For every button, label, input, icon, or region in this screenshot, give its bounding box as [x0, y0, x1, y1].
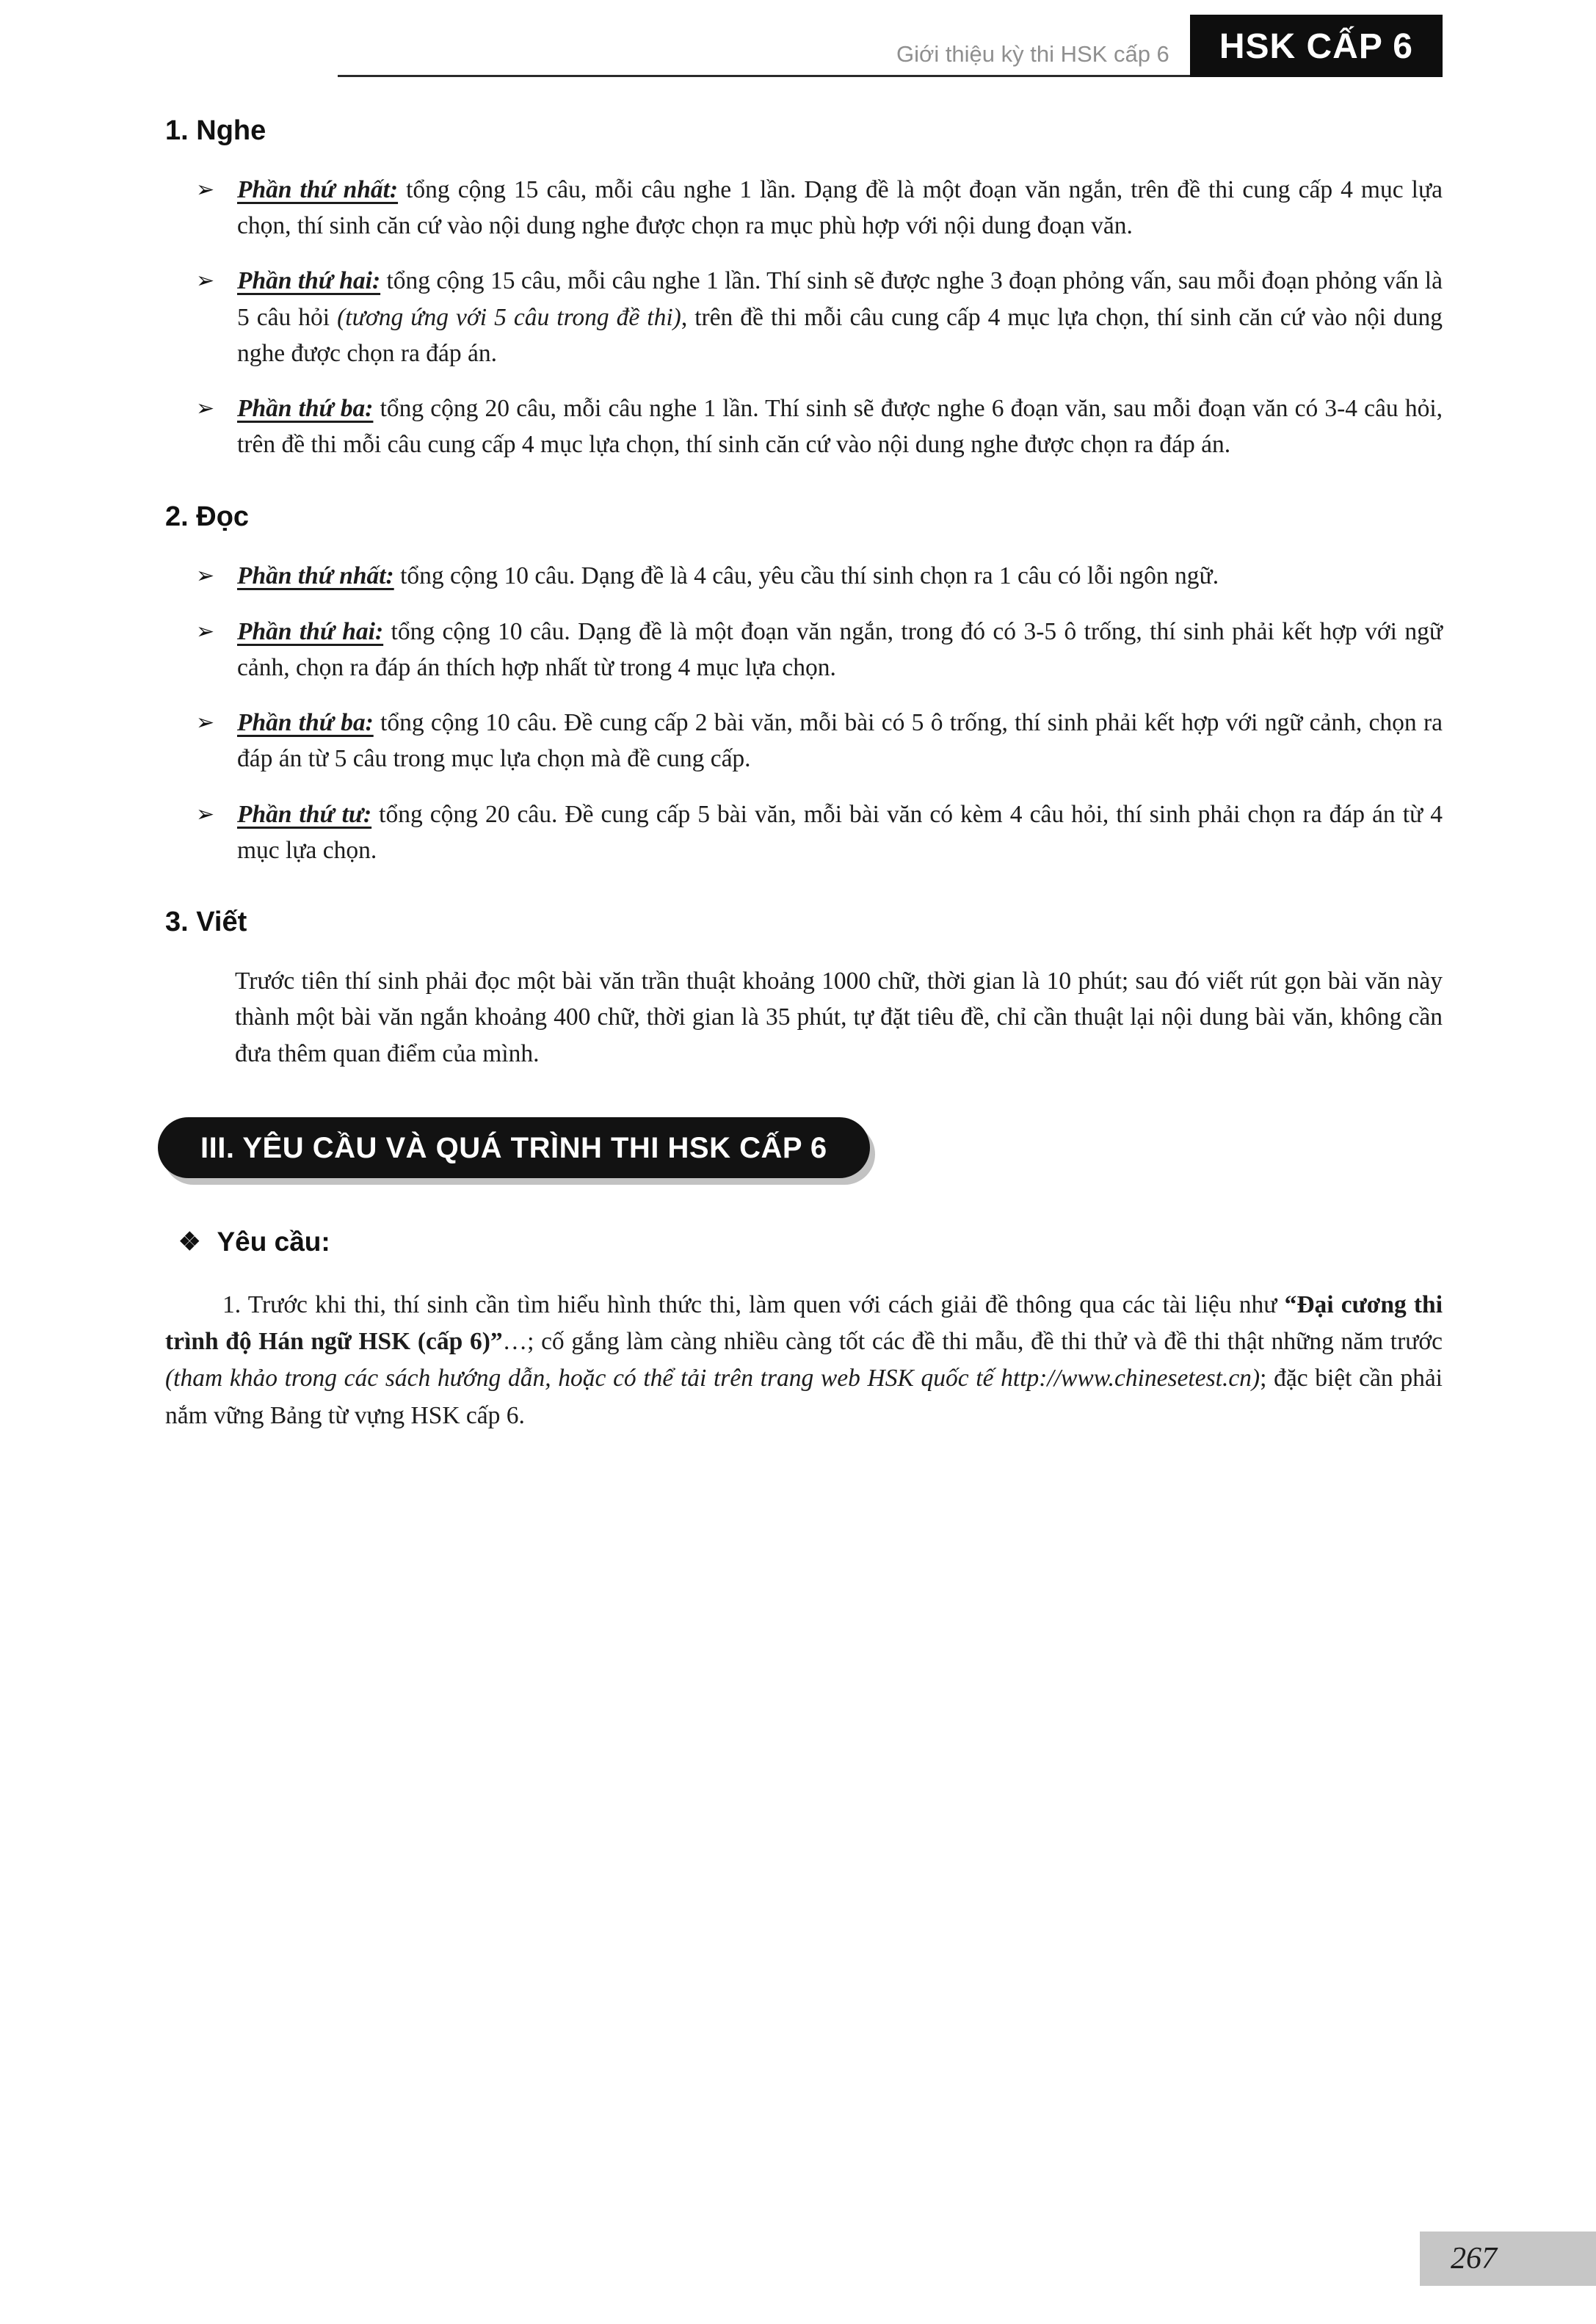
list-item — [165, 614, 1443, 686]
arrow-bullet-icon: ➢ — [196, 711, 215, 736]
item-body: tổng cộng 10 câu. Đề cung cấp 2 bài văn, mỗi bài có 5 ô trống, thí sinh phải kết hợp với ngữ cảnh, chọn ra đáp án từ 5 câu trong mục lựa chọn mà đề cung cấp. — [237, 709, 1443, 773]
item-body: tổng cộng 20 câu. Đề cung cấp 5 bài văn, mỗi bài văn có kèm 4 câu hỏi, thí sinh phải chọn ra đáp án từ 4 mục lựa chọn. — [237, 800, 1443, 864]
list-item — [165, 263, 1443, 371]
list-item-text — [237, 796, 1443, 868]
page-header — [338, 0, 1443, 77]
item-lead: Phần thứ hai: — [237, 617, 384, 645]
page-number-box — [1420, 2232, 1596, 2286]
list-item-text — [237, 614, 1443, 686]
list-item-text — [237, 263, 1443, 371]
item-body: tổng cộng 20 câu, mỗi câu nghe 1 lần. Thí sinh sẽ được nghe 6 đoạn văn, sau mỗi đoạn văn có 3-4 câu hỏi, trên đề thi mỗi câu cung cấp 4 mục lựa chọn, thí sinh căn cứ vào nội dung nghe được chọn ra đáp án. — [237, 395, 1443, 459]
section-heading-reading: 2. Đọc — [165, 501, 250, 532]
item-lead: Phần thứ hai: — [237, 267, 381, 295]
req-run: 1. Trước khi thi, thí sinh cần tìm hiểu hình thức thi, làm quen với cách giải đề thông qua các tài liệu như — [222, 1290, 1285, 1318]
section-heading-listening: 1. Nghe — [165, 115, 266, 146]
header-rule — [338, 41, 1190, 77]
item-lead: Phần thứ tư: — [237, 800, 372, 828]
list-item-text — [237, 172, 1443, 244]
list-item — [165, 558, 1443, 595]
list-item — [165, 391, 1443, 462]
item-lead: Phần thứ ba: — [237, 395, 374, 423]
list-item-text — [237, 558, 1443, 595]
requirements-paragraph — [165, 1287, 1443, 1434]
item-lead: Phần thứ ba: — [237, 709, 374, 737]
list-item-text — [237, 705, 1443, 777]
arrow-bullet-icon: ➢ — [196, 269, 215, 294]
page-number: 267 — [1451, 2242, 1497, 2276]
list-item-text — [237, 391, 1443, 462]
requirements-subheading — [178, 1227, 1443, 1257]
arrow-bullet-icon: ➢ — [196, 396, 215, 421]
section-heading-writing: 3. Viết — [165, 907, 247, 938]
arrow-bullet-icon: ➢ — [196, 563, 215, 588]
req-run-italic: (tham khảo trong các sách hướng dẫn, hoặc có thể tải trên trang web HSK quốc tế http://www.chinesetest.cn) — [165, 1365, 1261, 1392]
list-item — [165, 705, 1443, 777]
list-item — [165, 796, 1443, 868]
req-run: ; đặc biệt cần phải nắm vững Bảng từ vựng HSK cấp 6. — [165, 1365, 1443, 1429]
arrow-bullet-icon: ➢ — [196, 178, 215, 202]
item-body: , trên đề thi mỗi câu cung cấp 4 mục lựa chọn, thí sinh căn cứ vào nội dung nghe được chọn ra đáp án. — [237, 303, 1443, 367]
req-run: …; cố gắng làm càng nhiều càng tốt các đề thi mẫu, đề thi thử và đề thi thật những năm trước — [502, 1328, 1443, 1355]
diamond-bullet-icon: ❖ — [178, 1227, 201, 1256]
item-lead: Phần thứ nhất: — [237, 562, 394, 589]
list-item — [165, 172, 1443, 244]
item-body: tổng cộng 15 câu, mỗi câu nghe 1 lần. Dạng đề là một đoạn văn ngắn, trên đề thi cung cấp 4 mục lựa chọn, thí sinh căn cứ vào nội dung nghe được chọn ra mục phù hợp với nội dung đoạn văn. — [237, 176, 1443, 240]
arrow-bullet-icon: ➢ — [196, 619, 215, 644]
section-banner: III. YÊU CẦU VÀ QUÁ TRÌNH THI HSK CẤP 6 — [158, 1117, 870, 1178]
req-run-bold: “Đại cương thi trình độ Hán ngữ HSK (cấp 6)” — [165, 1290, 1443, 1355]
item-body: tổng cộng 10 câu. Dạng đề là một đoạn văn ngắn, trong đó có 3-5 ô trống, thí sinh phải kết hợp với ngữ cảnh, chọn ra đáp án thích hợp nhất từ trong 4 mục lựa chọn. — [237, 617, 1443, 681]
item-italic-note: (tương ứng với 5 câu trong đề thi) — [337, 303, 681, 331]
item-body: tổng cộng 15 câu, mỗi câu nghe 1 lần. Thí sinh sẽ được nghe 3 đoạn phỏng vấn, sau mỗi đoạn phỏng vấn là 5 câu hỏi — [237, 267, 1443, 331]
writing-paragraph: Trước tiên thí sinh phải đọc một bài văn trần thuật khoảng 1000 chữ, thời gian là 10 phút; sau đó viết rút gọn bài văn này thành một bài văn ngắn khoảng 400 chữ, thời gian là 35 phút, tự đặt tiêu đề, chỉ cần thuật lại nội dung bài văn, không cần đưa thêm quan điểm của mình. — [235, 967, 1443, 1067]
item-body: tổng cộng 10 câu. Dạng đề là 4 câu, yêu cầu thí sinh chọn ra 1 câu có lỗi ngôn ngữ. — [393, 562, 1219, 589]
item-lead: Phần thứ nhất: — [237, 176, 399, 203]
requirements-label: Yêu cầu: — [217, 1226, 330, 1257]
arrow-bullet-icon: ➢ — [196, 802, 215, 827]
hsk-level-badge: HSK CẤP 6 — [1190, 15, 1443, 77]
header-breadcrumb: Giới thiệu kỳ thi HSK cấp 6 — [896, 41, 1169, 67]
